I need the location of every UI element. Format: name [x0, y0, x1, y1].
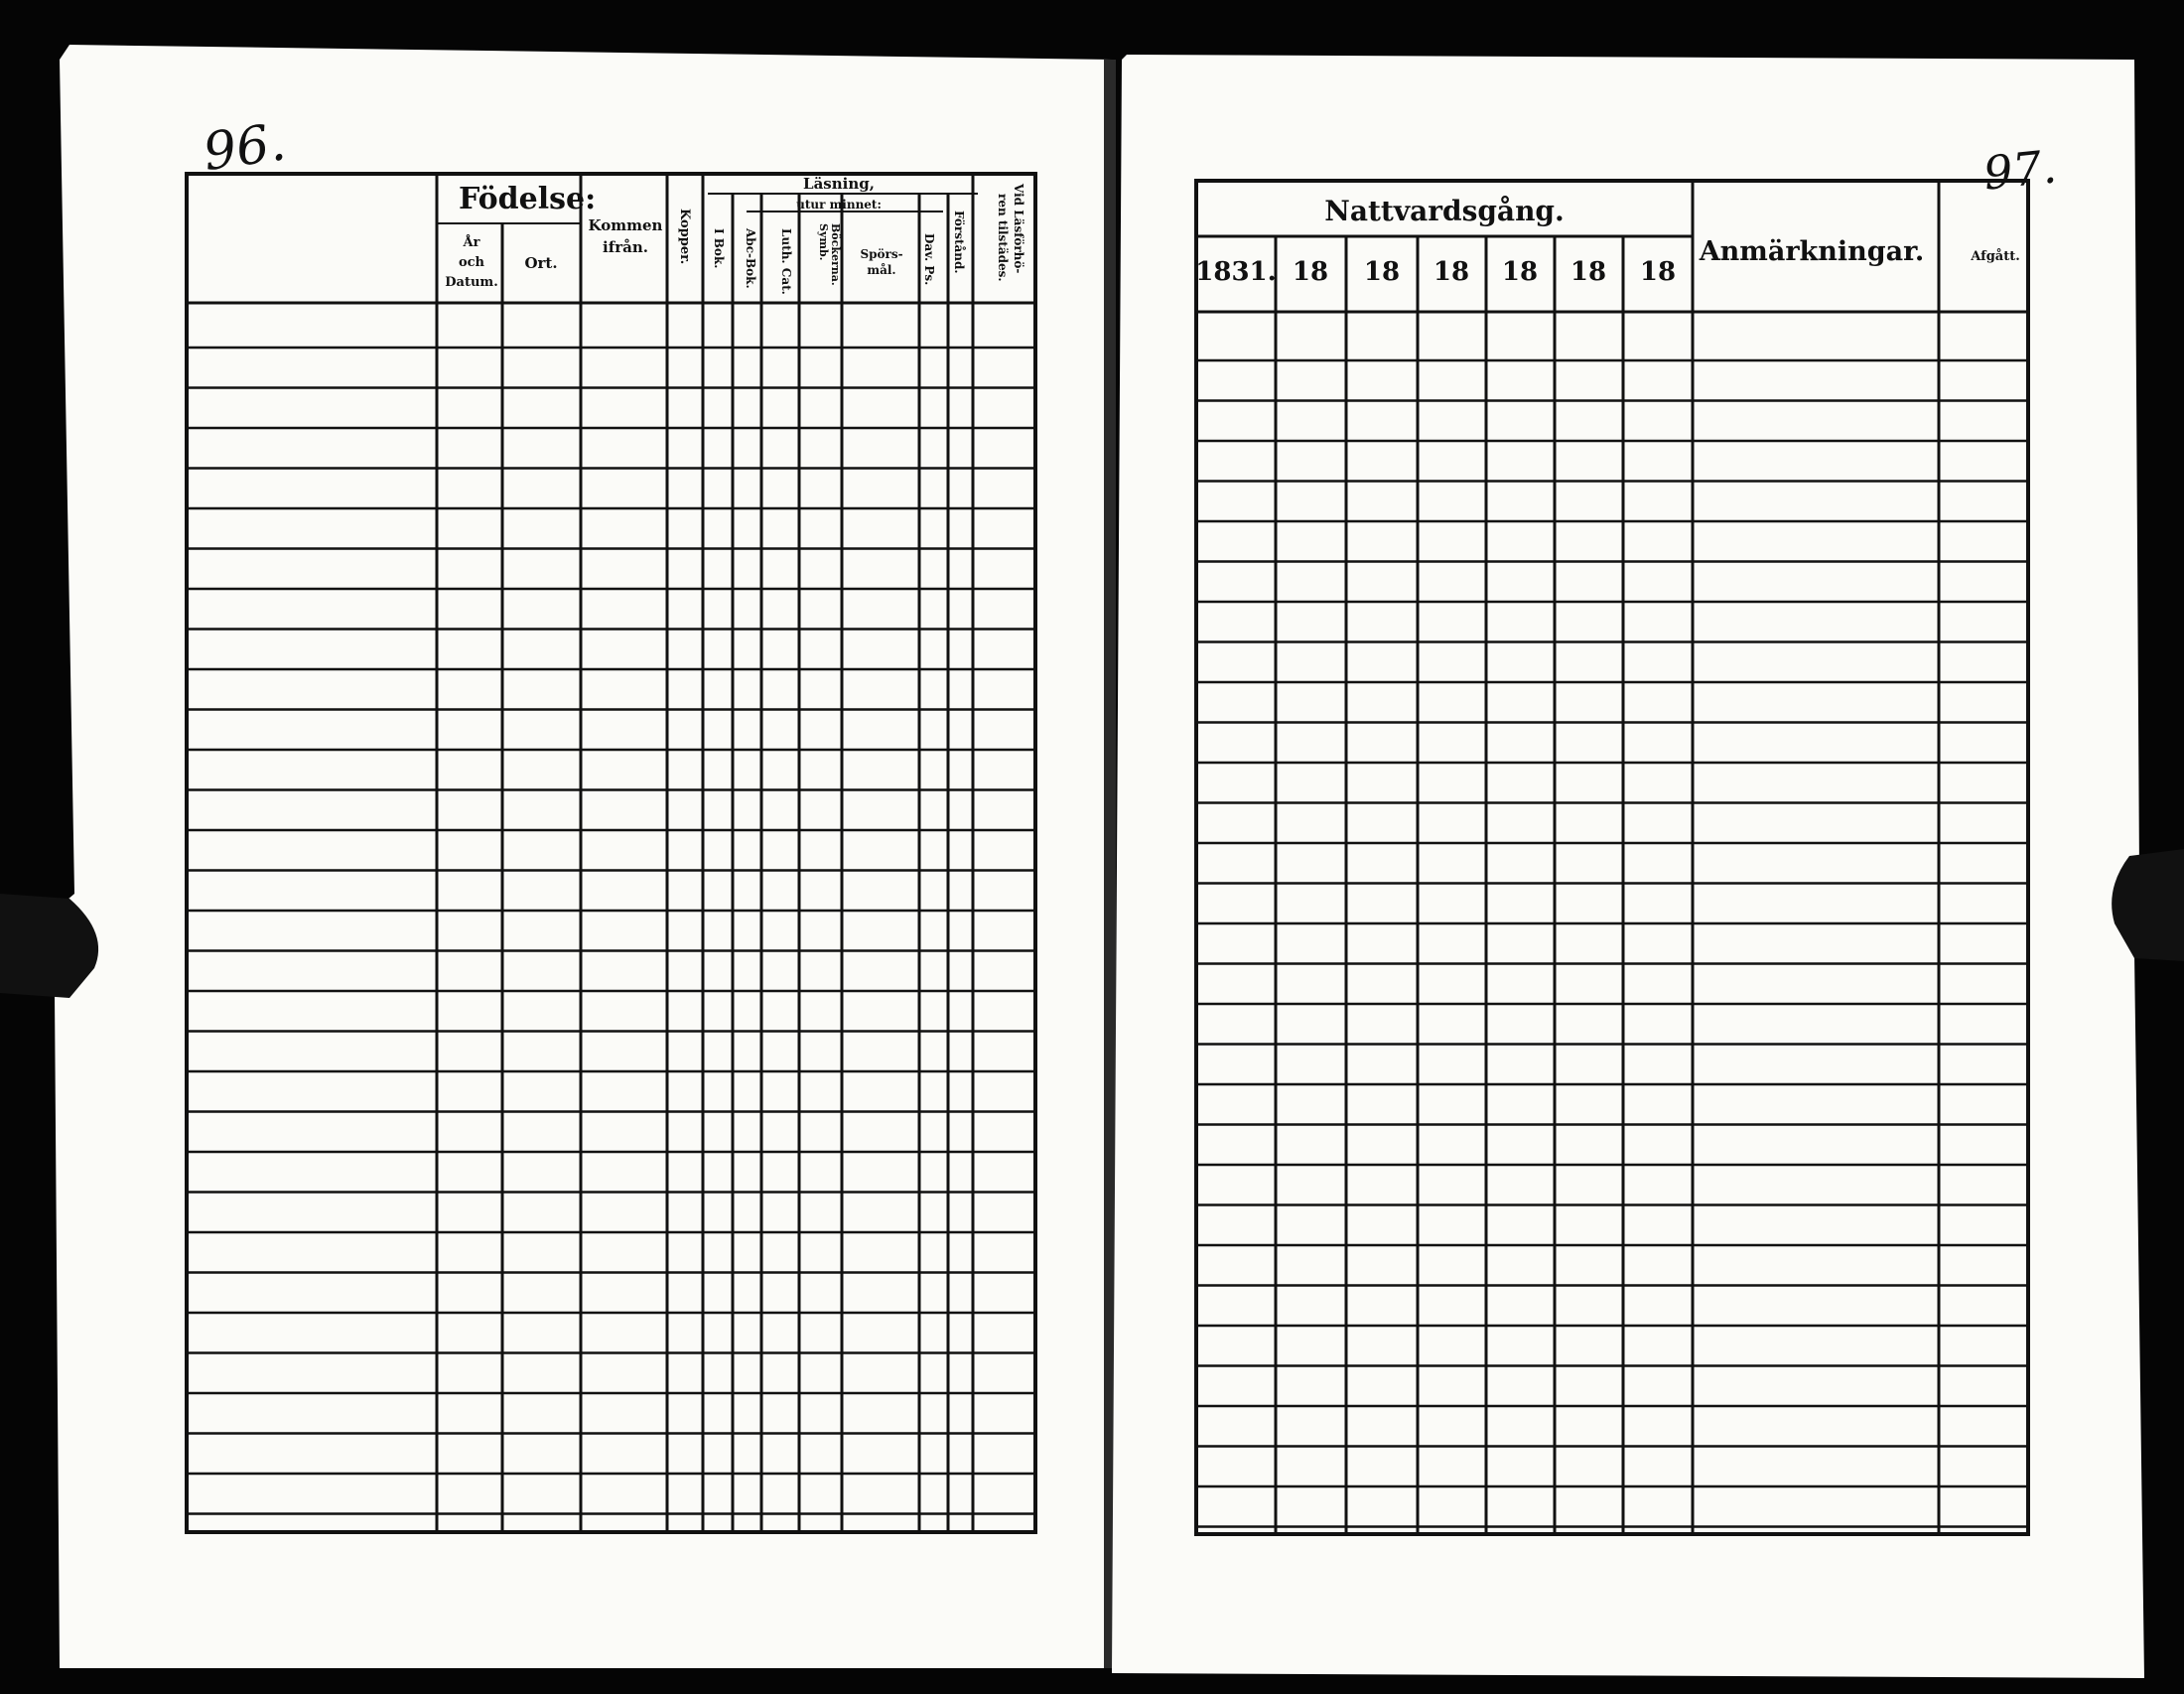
header-ar-och-datum-2: och [458, 255, 485, 270]
header-utur-minnet: utur minnet: [796, 198, 882, 212]
right-page [1112, 55, 2144, 1678]
header-kommen-2: ifrån. [603, 238, 648, 256]
header-kommen-1: Kommen [588, 216, 663, 234]
header-lasning: Läsning, [803, 175, 875, 193]
header-sporsmal-2: mål. [867, 263, 896, 277]
year-label: 18 [1292, 257, 1329, 287]
header-symb-2: Böckerna. [829, 223, 842, 286]
header-afgatt: Afgått. [1971, 249, 2020, 264]
header-ar-och-datum-3: Datum. [445, 275, 498, 290]
header-symb-1: Symb. [817, 223, 830, 261]
header-nattvardsgang: Nattvardsgång. [1324, 195, 1565, 227]
left-page [40, 45, 1116, 1668]
header-vid-lasforhoren-1: Vid Läsförhö- [1012, 184, 1025, 274]
header-dav-ps: Dav. Ps. [922, 233, 936, 286]
header-luth-cat: Luth. Cat. [779, 228, 793, 295]
year-label: 18 [1570, 257, 1607, 287]
header-fodelse: Födelse: [459, 182, 597, 216]
year-labels [1195, 257, 1676, 287]
header-i-bok: I Bok. [712, 228, 726, 269]
year-label: 18 [1639, 257, 1677, 287]
left-page-number: 96. [200, 112, 290, 184]
year-label: 1831. [1195, 257, 1277, 287]
year-label: 18 [1501, 257, 1539, 287]
header-ort: Ort. [524, 254, 558, 272]
header-vid-lasforhoren-2: ren tilstädes. [996, 194, 1010, 282]
year-label: 18 [1433, 257, 1470, 287]
header-anmarkningar: Anmärkningar. [1699, 236, 1925, 267]
year-label: 18 [1363, 257, 1401, 287]
header-ar-och-datum-1: År [463, 235, 480, 250]
header-abc-bok: Abc-Bok. [744, 228, 757, 289]
header-sporsmal-1: Spörs- [860, 247, 903, 261]
header-forstand: Förstånd. [952, 211, 966, 274]
header-kopper: Kopper. [677, 209, 692, 265]
right-page-number: 97. [1980, 139, 2059, 201]
